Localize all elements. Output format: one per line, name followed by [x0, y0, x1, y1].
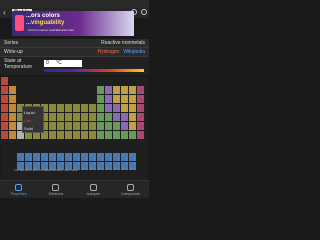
state-label-line1: State at [4, 58, 22, 64]
element-cell[interactable] [49, 104, 56, 112]
bottom-navigation [0, 180, 149, 198]
element-cell[interactable] [137, 104, 144, 112]
element-cell[interactable] [1, 77, 8, 85]
element-cell[interactable] [129, 131, 136, 139]
element-cell[interactable] [73, 122, 80, 130]
tab-isotopes[interactable] [75, 181, 112, 198]
element-cell[interactable] [73, 131, 80, 139]
writeup-row [0, 48, 149, 57]
legend-gas-label: Gas [24, 118, 32, 123]
element-cell[interactable] [89, 104, 96, 112]
element-cell[interactable] [57, 122, 64, 130]
element-cell[interactable] [57, 131, 64, 139]
element-cell[interactable] [1, 95, 8, 103]
element-cell[interactable] [57, 113, 64, 121]
element-cell[interactable] [129, 113, 136, 121]
element-cell[interactable] [41, 153, 48, 161]
element-cell[interactable] [1, 122, 8, 130]
element-cell[interactable] [9, 86, 16, 94]
element-cell[interactable] [97, 131, 104, 139]
element-cell[interactable] [65, 113, 72, 121]
series-label: Series [4, 40, 19, 46]
element-cell[interactable] [49, 153, 56, 161]
back-arrow-icon[interactable]: ‹ [3, 8, 6, 17]
element-cell[interactable] [121, 104, 128, 112]
element-cell[interactable] [137, 86, 144, 94]
element-cell[interactable] [1, 104, 8, 112]
element-cell[interactable] [65, 104, 72, 112]
element-cell[interactable] [89, 153, 96, 161]
element-cell[interactable] [81, 113, 88, 121]
element-cell[interactable] [121, 113, 128, 121]
temperature-unit: °C [56, 60, 62, 66]
element-cell[interactable] [73, 104, 80, 112]
element-cell[interactable] [9, 122, 16, 130]
element-cell[interactable] [137, 122, 144, 130]
state-label [4, 58, 32, 70]
element-cell[interactable] [121, 153, 128, 161]
element-cell[interactable] [89, 113, 96, 121]
ad-logo [15, 15, 24, 31]
element-cell[interactable] [97, 104, 104, 112]
element-cell[interactable] [1, 113, 8, 121]
element-cell[interactable] [113, 122, 120, 130]
element-cell[interactable] [113, 131, 120, 139]
electrons-icon [52, 184, 59, 191]
element-cell[interactable] [9, 131, 16, 139]
element-cell[interactable] [121, 131, 128, 139]
isotopes-icon [90, 184, 97, 191]
element-cell[interactable] [105, 131, 112, 139]
wikipedia-link[interactable]: Wikipedia [123, 49, 145, 55]
element-cell[interactable] [17, 153, 24, 161]
element-cell[interactable] [113, 113, 120, 121]
status-bar [0, 0, 149, 7]
element-cell[interactable] [57, 104, 64, 112]
element-cell[interactable] [137, 95, 144, 103]
element-cell[interactable] [9, 95, 16, 103]
properties-icon [15, 184, 22, 191]
element-cell[interactable] [73, 153, 80, 161]
element-cell[interactable] [105, 153, 112, 161]
element-cell[interactable] [65, 153, 72, 161]
tab-isotopes-label: Isotopes [86, 192, 100, 196]
element-cell[interactable] [9, 104, 16, 112]
element-cell[interactable] [9, 113, 16, 121]
element-cell[interactable] [97, 113, 104, 121]
writeup-links [98, 48, 145, 57]
element-cell[interactable] [81, 122, 88, 130]
element-cell[interactable] [121, 95, 128, 103]
element-cell[interactable] [49, 122, 56, 130]
ad-headline: ...ors colors [26, 13, 61, 19]
legend-gas [24, 118, 31, 123]
element-cell[interactable] [97, 95, 104, 103]
element-cell[interactable] [129, 104, 136, 112]
series-row [0, 39, 149, 48]
element-cell[interactable] [1, 86, 8, 94]
tab-properties[interactable] [0, 181, 37, 198]
element-cell[interactable] [105, 104, 112, 112]
element-cell[interactable] [113, 95, 120, 103]
ad-fineprint: ...ful from Canon Australia and more [26, 28, 75, 32]
element-cell[interactable] [49, 131, 56, 139]
element-cell[interactable] [81, 131, 88, 139]
settings-icon[interactable] [141, 9, 147, 15]
element-cell[interactable] [113, 86, 120, 94]
legend-solid [24, 126, 33, 131]
element-cell[interactable] [129, 153, 136, 161]
element-cell[interactable] [113, 153, 120, 161]
tab-compounds[interactable] [112, 181, 149, 198]
element-cell[interactable] [137, 131, 144, 139]
legend-liquid [24, 110, 35, 115]
tab-electrons-label: Electrons [48, 192, 64, 196]
element-cell[interactable] [89, 131, 96, 139]
tab-properties-label: Properties [10, 192, 27, 196]
state-label-line2: Temperature [4, 64, 33, 70]
element-cell[interactable] [97, 122, 104, 130]
element-cell[interactable] [49, 113, 56, 121]
element-cell[interactable] [57, 153, 64, 161]
element-cell[interactable] [73, 113, 80, 121]
element-cell[interactable] [81, 153, 88, 161]
element-cell[interactable] [1, 131, 8, 139]
element-cell[interactable] [25, 153, 32, 161]
element-cell[interactable] [97, 153, 104, 161]
element-cell[interactable] [105, 95, 112, 103]
tab-compounds-label: Compounds [120, 192, 140, 196]
series-value: Reactive nonmetals [101, 40, 145, 46]
legend-solid-label: Solid [24, 126, 33, 131]
element-cell[interactable] [97, 86, 104, 94]
temperature-input[interactable] [44, 60, 82, 67]
table-footnote: For elements with no stable isotopes, see mass... [14, 168, 80, 172]
legend-liquid-label: Liquid [24, 110, 35, 115]
element-cell[interactable] [65, 131, 72, 139]
element-cell[interactable] [121, 86, 128, 94]
compounds-icon [127, 184, 134, 191]
element-cell[interactable] [129, 122, 136, 130]
temperature-slider[interactable] [44, 69, 144, 72]
writeup-label: Write-up [4, 49, 23, 55]
element-cell[interactable] [113, 104, 120, 112]
state-at-temperature [0, 57, 149, 75]
element-cell[interactable] [137, 113, 144, 121]
tab-electrons[interactable] [37, 181, 74, 198]
element-cell[interactable] [81, 104, 88, 112]
element-cell[interactable] [129, 86, 136, 94]
element-cell[interactable] [89, 122, 96, 130]
element-cell[interactable] [121, 122, 128, 130]
ad-subheadline: ...vinguability [26, 20, 65, 26]
temperature-value: 0 [46, 60, 49, 66]
ad-banner[interactable] [12, 11, 134, 36]
element-cell[interactable] [105, 113, 112, 121]
element-cell[interactable] [33, 153, 40, 161]
element-cell[interactable] [105, 86, 112, 94]
element-cell[interactable] [65, 122, 72, 130]
element-cell[interactable] [105, 122, 112, 130]
hydrogen-link[interactable]: Hydrogen [97, 49, 120, 55]
element-cell[interactable] [129, 95, 136, 103]
